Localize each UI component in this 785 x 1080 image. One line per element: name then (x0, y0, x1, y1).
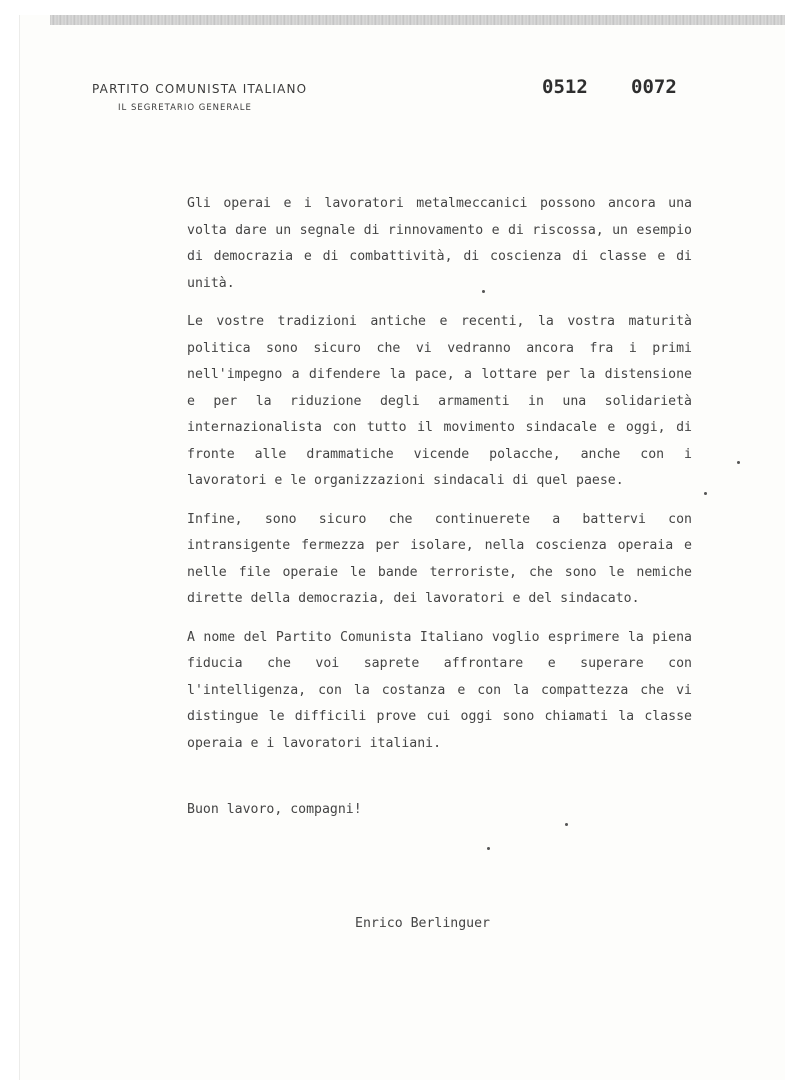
party-name: PARTITO COMUNISTA ITALIANO (92, 82, 308, 96)
ink-speck (737, 461, 740, 464)
letterhead (92, 82, 307, 113)
letter-body (187, 191, 692, 769)
ink-speck (565, 823, 568, 826)
ink-speck (704, 492, 707, 495)
closing-line: Buon lavoro, compagni! (187, 802, 362, 817)
paragraph: A nome del Partito Comunista Italiano voglio esprimere la piena fiducia che voi saprete affrontare e superare con l'intelligenza, con la costanza e con la compattezza che vi distingue le difficili prove cui oggi sono chiamati la classe operaia e i lavoratori italiani. (187, 629, 692, 751)
paragraph: Infine, sono sicuro che continuerete a battervi con intransigente fermezza per isolare, nella coscienza operaia e nelle file operaie le bande terroriste, che sono le nemiche dirette della democrazia, dei lavoratori e del sindacato. (187, 511, 692, 606)
archive-code-first: 0512 (542, 76, 588, 98)
signature-name: Enrico Berlinguer (355, 916, 490, 931)
paragraph: Le vostre tradizioni antiche e recenti, la vostra maturità politica sono sicuro che vi vedranno ancora fra i primi nell'impegno a difendere la pace, a lottare per la distensione e per la riduzione degli armamenti in una solidarietà internazionalista con tutto il movimento sindacale e oggi, di fronte alle drammatiche vicende polacche, anche con i lavoratori e le organizzazioni sindacali di quel paese. (187, 314, 692, 488)
ink-speck (482, 290, 485, 293)
scan-edge-strip (50, 15, 785, 25)
paragraph: Gli operai e i lavoratori metalmeccanici possono ancora una volta dare un segnale di rinnovamento e di riscossa, un esempio di democrazia e di combattività, di coscienza di classe e di unità. (187, 196, 692, 291)
archive-code-second: 0072 (631, 76, 677, 98)
ink-speck (487, 847, 490, 850)
sender-role: IL SEGRETARIO GENERALE (118, 103, 252, 113)
